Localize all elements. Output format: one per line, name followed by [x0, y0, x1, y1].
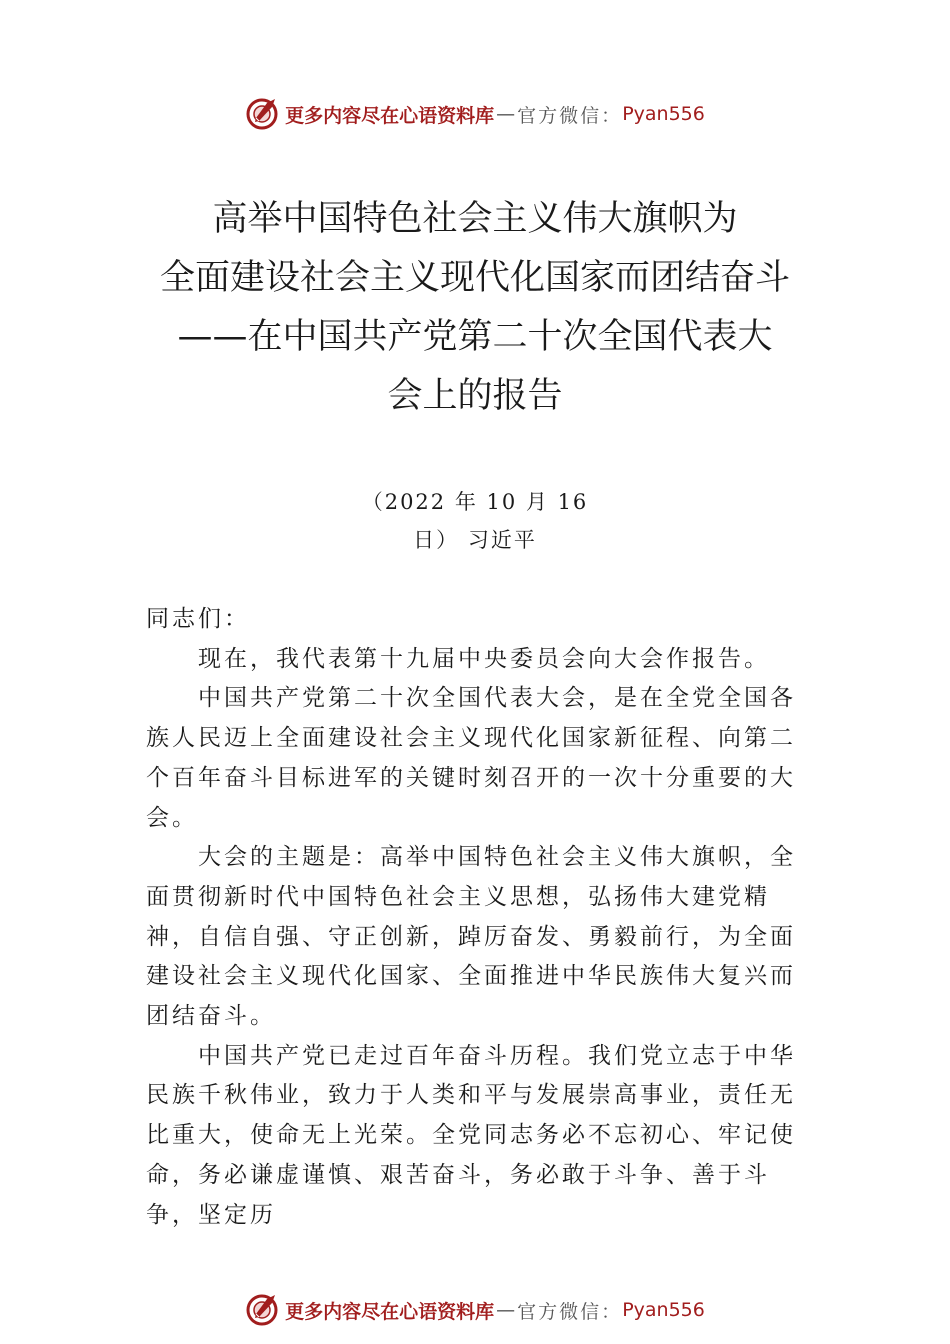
banner-separator: —	[496, 103, 516, 125]
document-body	[146, 600, 818, 1235]
author-line: 日） 习近平	[413, 528, 537, 552]
paragraph-3: 大会的主题是：高举中国特色社会主义伟大旗帜，全面贯彻新时代中国特色社会主义思想，弘扬伟大建党精神，自信自强、守正创新，踔厉奋发、勇毅前行，为全面建设社会主义现代化国家、全面推进中华民族伟大复兴而团结奋斗。	[146, 844, 796, 1030]
pen-seal-logo-icon	[245, 1293, 279, 1327]
footer-brand-text: 更多内容尽在心语资料库	[285, 1300, 495, 1323]
document-title	[0, 190, 950, 426]
footer-official-label: 官方微信：	[517, 1300, 623, 1323]
title-line-2: 全面建设社会主义现代化国家而团结奋斗	[159, 258, 790, 298]
title-line-4: 会上的报告	[387, 376, 563, 416]
header-banner	[0, 94, 950, 134]
footer-separator: —	[496, 1299, 516, 1321]
title-line-3: ——在中国共产党第二十次全国代表大	[177, 317, 773, 357]
banner-handle: Pyan556	[622, 103, 705, 125]
footer-handle: Pyan556	[622, 1299, 705, 1321]
date-author-block	[0, 483, 950, 559]
salutation: 同志们：	[146, 606, 250, 632]
footer-banner	[0, 1290, 950, 1330]
pen-seal-logo-icon	[245, 97, 279, 131]
paragraph-1: 现在，我代表第十九届中央委员会向大会作报告。	[198, 645, 770, 672]
paragraph-2: 中国共产党第二十次全国代表大会，是在全党全国各族人民迈上全面建设社会主义现代化国家新征程、向第二个百年奋斗目标进军的关键时刻召开的一次十分重要的大会。	[146, 685, 796, 831]
date-line: （2022 年 10 月 16	[361, 490, 589, 514]
paragraph-4: 中国共产党已走过百年奋斗历程。我们党立志于中华民族千秋伟业，致力于人类和平与发展崇高事业，责任无比重大，使命无上光荣。全党同志务必不忘初心、牢记使命，务必谦虚谨慎、艰苦奋斗，务必敢于斗争、善于斗争，坚定历	[146, 1042, 796, 1228]
banner-official-label: 官方微信：	[517, 104, 623, 127]
title-line-1: 高举中国特色社会主义伟大旗帜为	[212, 199, 738, 239]
banner-brand-text: 更多内容尽在心语资料库	[285, 104, 495, 127]
